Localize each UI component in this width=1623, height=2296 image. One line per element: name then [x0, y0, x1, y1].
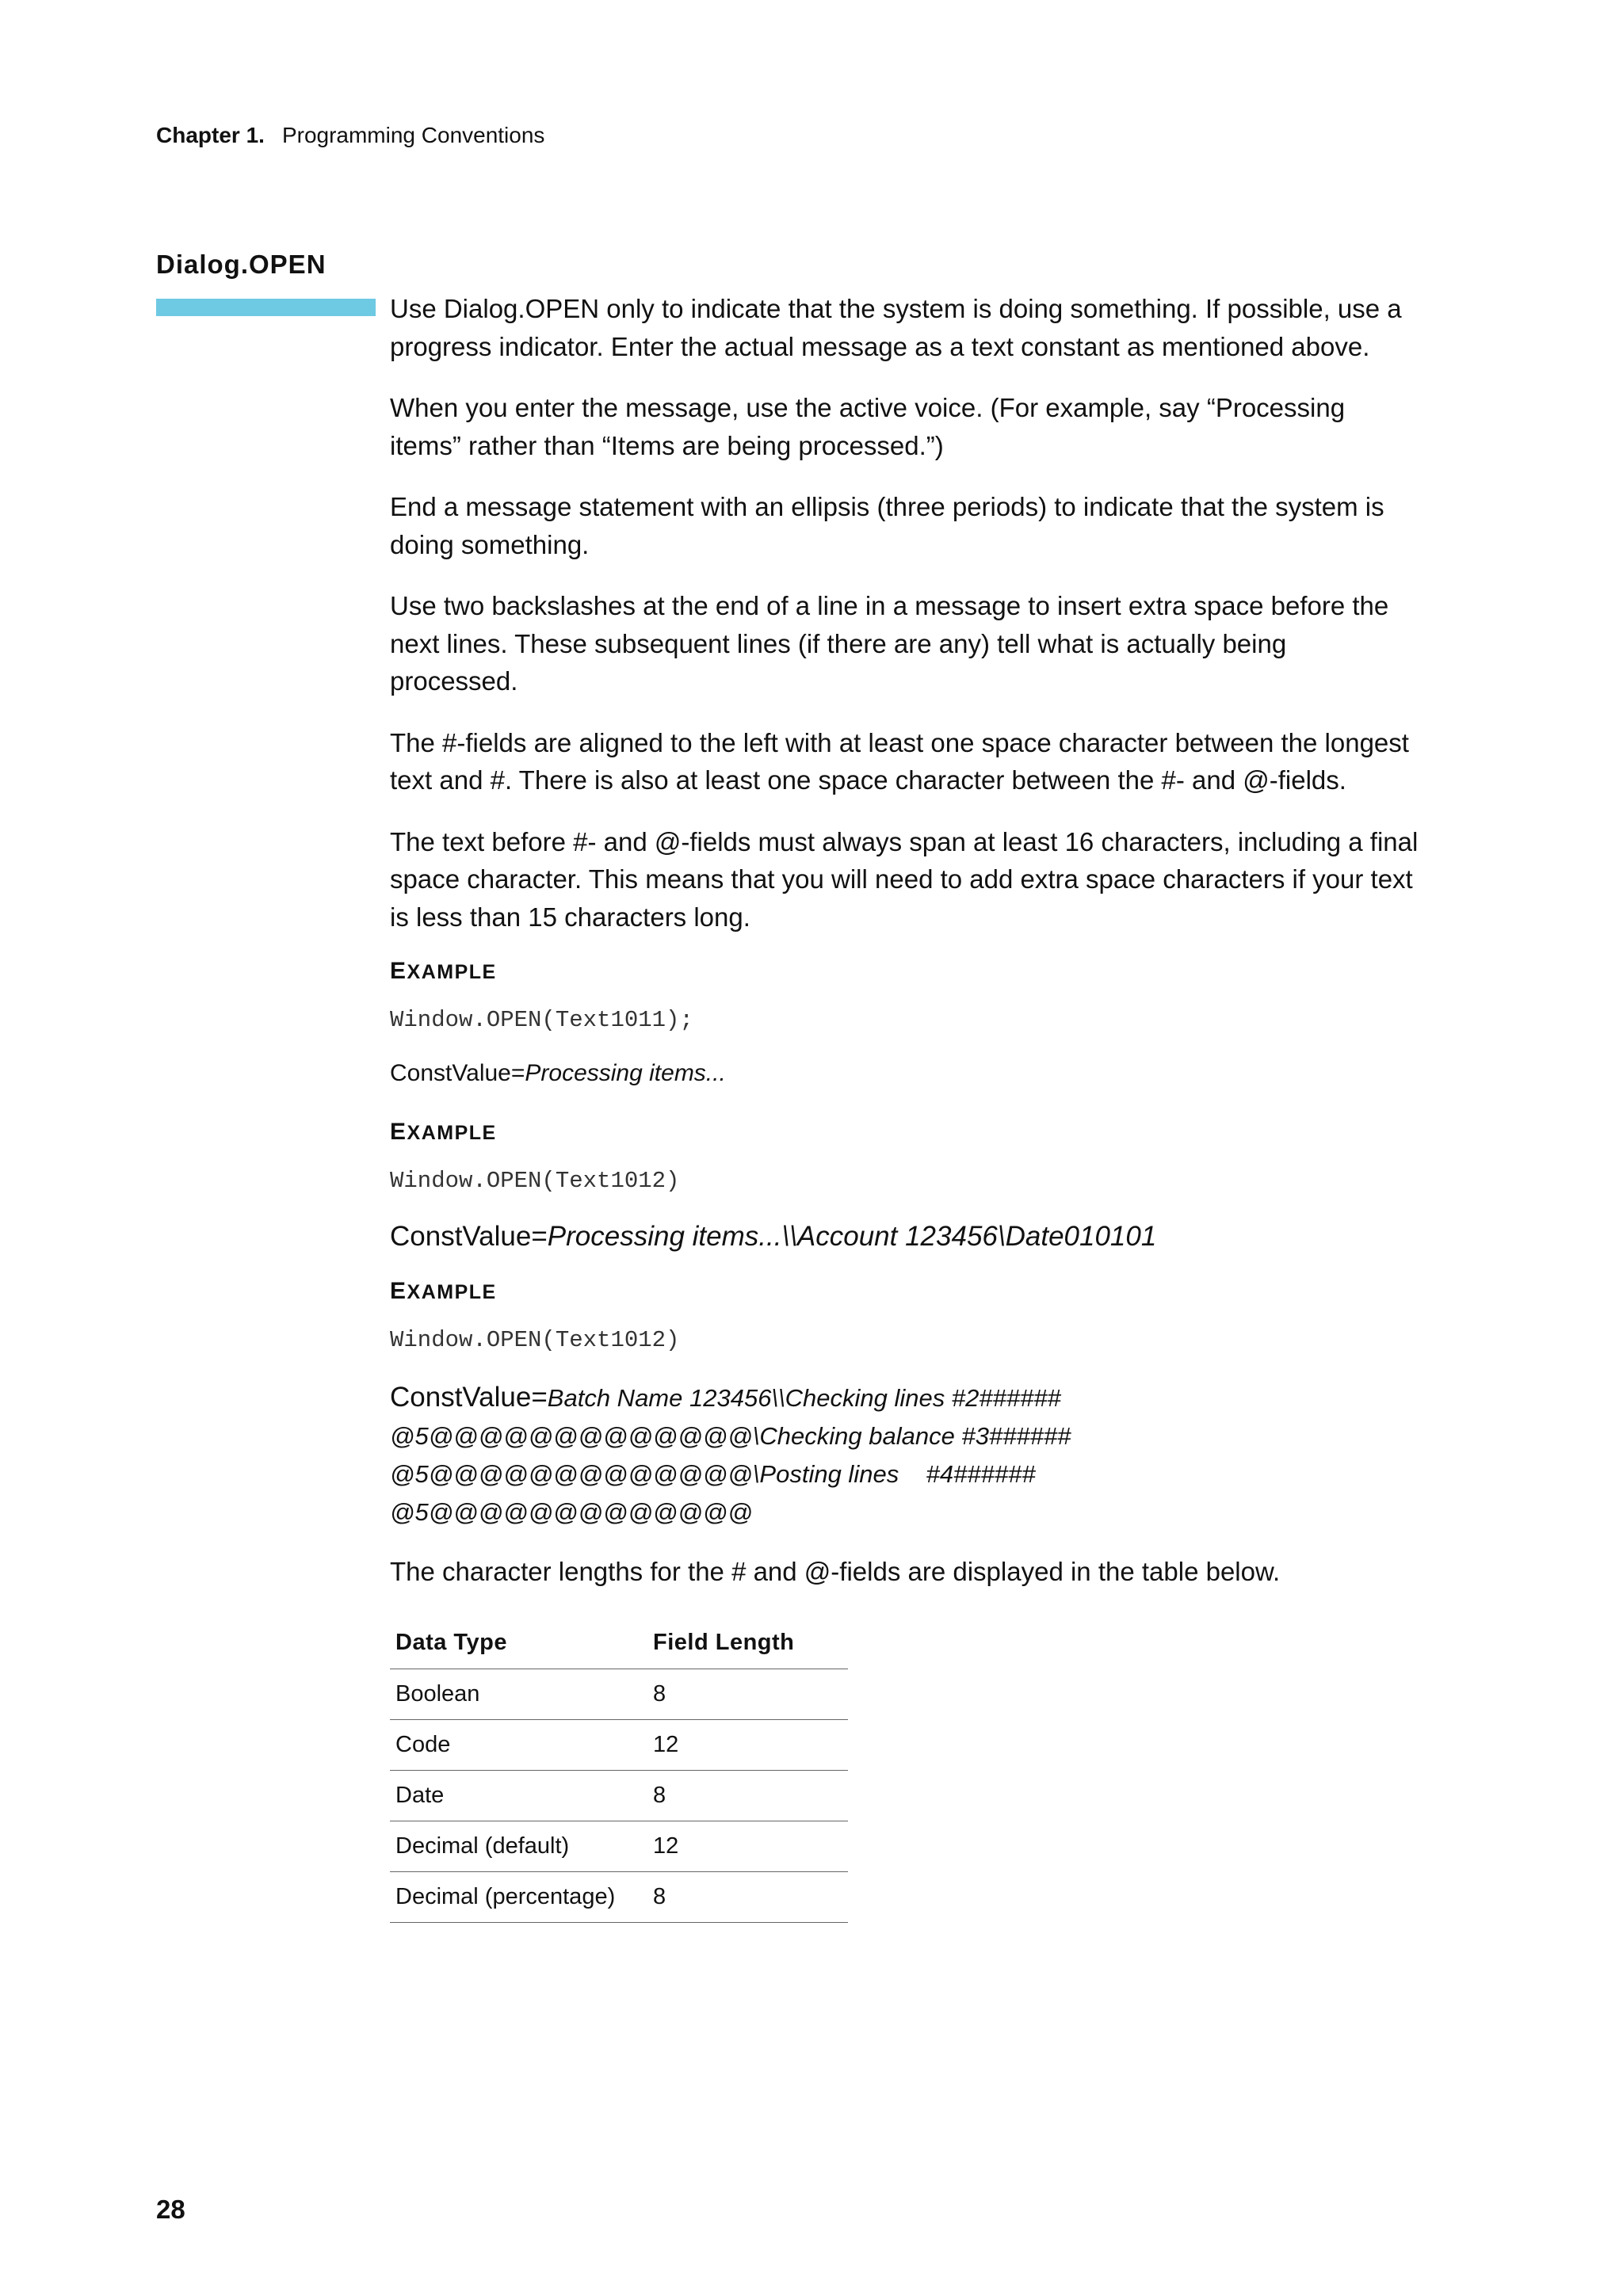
chapter-label: Chapter 1.	[156, 123, 265, 147]
const-value-line	[390, 1417, 1420, 1455]
paragraph: The #-fields are aligned to the left with at least one space character between the longest text and #. There is also at least one space character between the #- and @-fields.	[390, 727, 1409, 795]
column-header-field-length: Field Length	[647, 1618, 848, 1669]
const-value-line	[390, 1493, 1420, 1531]
field-length-table	[390, 1618, 848, 1923]
cell-field-length: 12	[647, 1719, 848, 1770]
code-line: Window.OPEN(Text1012)	[390, 1168, 680, 1194]
table-row	[390, 1821, 848, 1871]
table-row	[390, 1719, 848, 1770]
const-value: @5@@@@@@@@@@@@@\Checking balance #3######	[390, 1422, 1071, 1450]
table-intro: The character lengths for the # and @-fields are displayed in the table below.	[390, 1557, 1281, 1586]
paragraph: Use two backslashes at the end of a line in a message to insert extra space before the next lines. These subsequent lines (if there are any) tell what is actually being processed.	[390, 591, 1389, 696]
code-line: Window.OPEN(Text1011);	[390, 1007, 693, 1033]
cell-field-length: 8	[647, 1669, 848, 1719]
code-line: Window.OPEN(Text1012)	[390, 1327, 680, 1353]
const-value-line	[390, 1379, 1420, 1417]
running-header	[156, 121, 544, 150]
const-value: Processing items...	[525, 1060, 726, 1086]
const-value: @5@@@@@@@@@@@@@	[390, 1498, 753, 1526]
const-prefix: ConstValue=	[390, 1060, 525, 1086]
const-value-block	[390, 1379, 1420, 1531]
cell-data-type: Decimal (percentage)	[390, 1871, 647, 1922]
const-value: Batch Name 123456\\Checking lines #2######	[547, 1384, 1061, 1412]
paragraph: Use Dialog.OPEN only to indicate that the system is doing something. If possible, use a progress indicator. Enter the actual message as a text constant as mentioned above.	[390, 294, 1402, 361]
const-prefix: ConstValue=	[390, 1382, 548, 1413]
const-value-line	[390, 1219, 1420, 1254]
paragraph: End a message statement with an ellipsis (three periods) to indicate that the system is doing something.	[390, 492, 1384, 559]
section-accent-bar	[156, 299, 376, 316]
paragraph: The text before #- and @-fields must always span at least 16 characters, including a final space character. This means that you will need to add extra space characters if your text is less than 15 characters long.	[390, 826, 1419, 932]
table-row	[390, 1770, 848, 1821]
column-header-data-type: Data Type	[390, 1618, 647, 1669]
table-row	[390, 1871, 848, 1922]
cell-field-length: 8	[647, 1871, 848, 1922]
const-value: Processing items...\\Account 123456\Date010101	[547, 1221, 1157, 1252]
section-body	[390, 290, 1420, 1923]
example-label: EXAMPLE	[390, 1119, 497, 1145]
table-header-row	[390, 1618, 848, 1669]
cell-data-type: Decimal (default)	[390, 1821, 647, 1871]
paragraph: When you enter the message, use the active voice. (For example, say “Processing items” rather than “Items are being processed.”)	[390, 393, 1346, 460]
const-value-line	[390, 1455, 1420, 1493]
cell-field-length: 12	[647, 1821, 848, 1871]
const-prefix: ConstValue=	[390, 1221, 548, 1252]
cell-field-length: 8	[647, 1770, 848, 1821]
cell-data-type: Code	[390, 1719, 647, 1770]
section-title: Dialog.OPEN	[156, 250, 327, 279]
const-value: @5@@@@@@@@@@@@@\Posting lines #4######	[390, 1460, 1036, 1488]
cell-data-type: Boolean	[390, 1669, 647, 1719]
const-value-line	[390, 1058, 1420, 1089]
chapter-title: Programming Conventions	[281, 123, 545, 147]
cell-data-type: Date	[390, 1770, 647, 1821]
table-row	[390, 1669, 848, 1719]
example-label: EXAMPLE	[390, 958, 497, 984]
example-label: EXAMPLE	[390, 1278, 497, 1304]
page-number: 28	[156, 2195, 185, 2224]
